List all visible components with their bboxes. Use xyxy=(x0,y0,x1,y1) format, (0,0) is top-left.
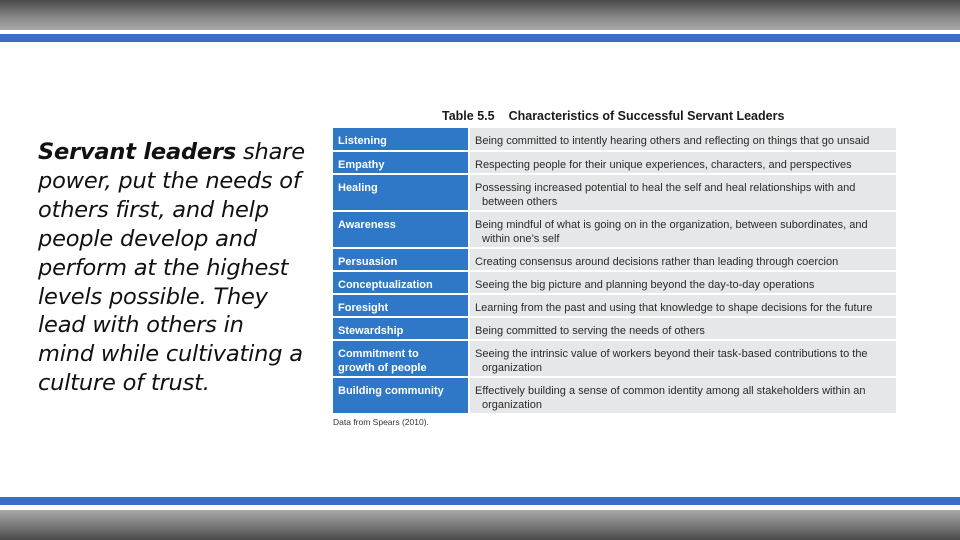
term-line: growth of people xyxy=(338,362,427,374)
description-line: Being committed to serving the needs of others xyxy=(475,325,705,337)
table-row xyxy=(333,248,896,271)
description-line: Creating consensus around decisions rather than leading through coercion xyxy=(475,256,839,268)
body-bold-lead: Servant leaders xyxy=(38,139,237,165)
table-caption xyxy=(442,109,902,123)
table-source-note: Data from Spears (2010). xyxy=(333,417,429,427)
description-cell xyxy=(469,377,896,414)
table-row xyxy=(333,151,896,174)
top-gray-band xyxy=(0,0,960,30)
description-line: Seeing the intrinsic value of workers beyond their task-based contributions to the xyxy=(475,348,868,360)
table-row xyxy=(333,294,896,317)
term-cell: Foresight xyxy=(333,294,469,317)
description-cell xyxy=(469,294,896,317)
table-row xyxy=(333,271,896,294)
description-cell xyxy=(469,317,896,340)
term-cell: Listening xyxy=(333,128,469,151)
characteristics-table xyxy=(333,128,896,415)
table-number: Table 5.5 xyxy=(442,109,495,123)
description-cell xyxy=(469,340,896,377)
description-line: organization xyxy=(482,362,542,374)
description-line: Seeing the big picture and planning beyond the day-to-day operations xyxy=(475,279,815,291)
description-line: Respecting people for their unique experiences, characters, and perspectives xyxy=(475,159,852,171)
term-cell: Healing xyxy=(333,174,469,211)
term-cell: Building community xyxy=(333,377,469,414)
bottom-blue-stripe xyxy=(0,497,960,505)
body-text-rest: share power, put the needs of others first, and help people develop and perform at the highest levels possible. They lead with others in mind while cultivating a culture of trust. xyxy=(38,139,305,397)
description-line: Being mindful of what is going on in the organization, between subordinates, and xyxy=(475,219,868,231)
term-cell: Stewardship xyxy=(333,317,469,340)
bottom-gray-band xyxy=(0,510,960,540)
description-line: Effectively building a sense of common identity among all stakeholders within an xyxy=(475,385,866,397)
term-cell: Conceptualization xyxy=(333,271,469,294)
body-paragraph xyxy=(38,138,306,398)
description-cell xyxy=(469,151,896,174)
description-line: Being committed to intently hearing others and reflecting on things that go unsaid xyxy=(475,135,870,147)
description-cell xyxy=(469,248,896,271)
table-row xyxy=(333,317,896,340)
term-line: Commitment to xyxy=(338,348,419,360)
term-cell: Awareness xyxy=(333,211,469,248)
description-cell xyxy=(469,174,896,211)
term-cell: Persuasion xyxy=(333,248,469,271)
table-title: Characteristics of Successful Servant Leaders xyxy=(508,109,785,123)
description-cell xyxy=(469,128,896,151)
table-row xyxy=(333,340,896,377)
description-line: Possessing increased potential to heal the self and heal relationships with and xyxy=(475,182,856,194)
term-cell: Empathy xyxy=(333,151,469,174)
table-row xyxy=(333,128,896,151)
top-blue-stripe xyxy=(0,34,960,42)
term-cell xyxy=(333,340,469,377)
description-cell xyxy=(469,211,896,248)
description-line: organization xyxy=(482,399,542,411)
description-cell xyxy=(469,271,896,294)
description-line: between others xyxy=(482,196,558,208)
description-line: within one’s self xyxy=(482,233,560,245)
description-line: Learning from the past and using that knowledge to shape decisions for the future xyxy=(475,302,873,314)
table-row xyxy=(333,211,896,248)
table-row xyxy=(333,174,896,211)
table-row xyxy=(333,377,896,414)
